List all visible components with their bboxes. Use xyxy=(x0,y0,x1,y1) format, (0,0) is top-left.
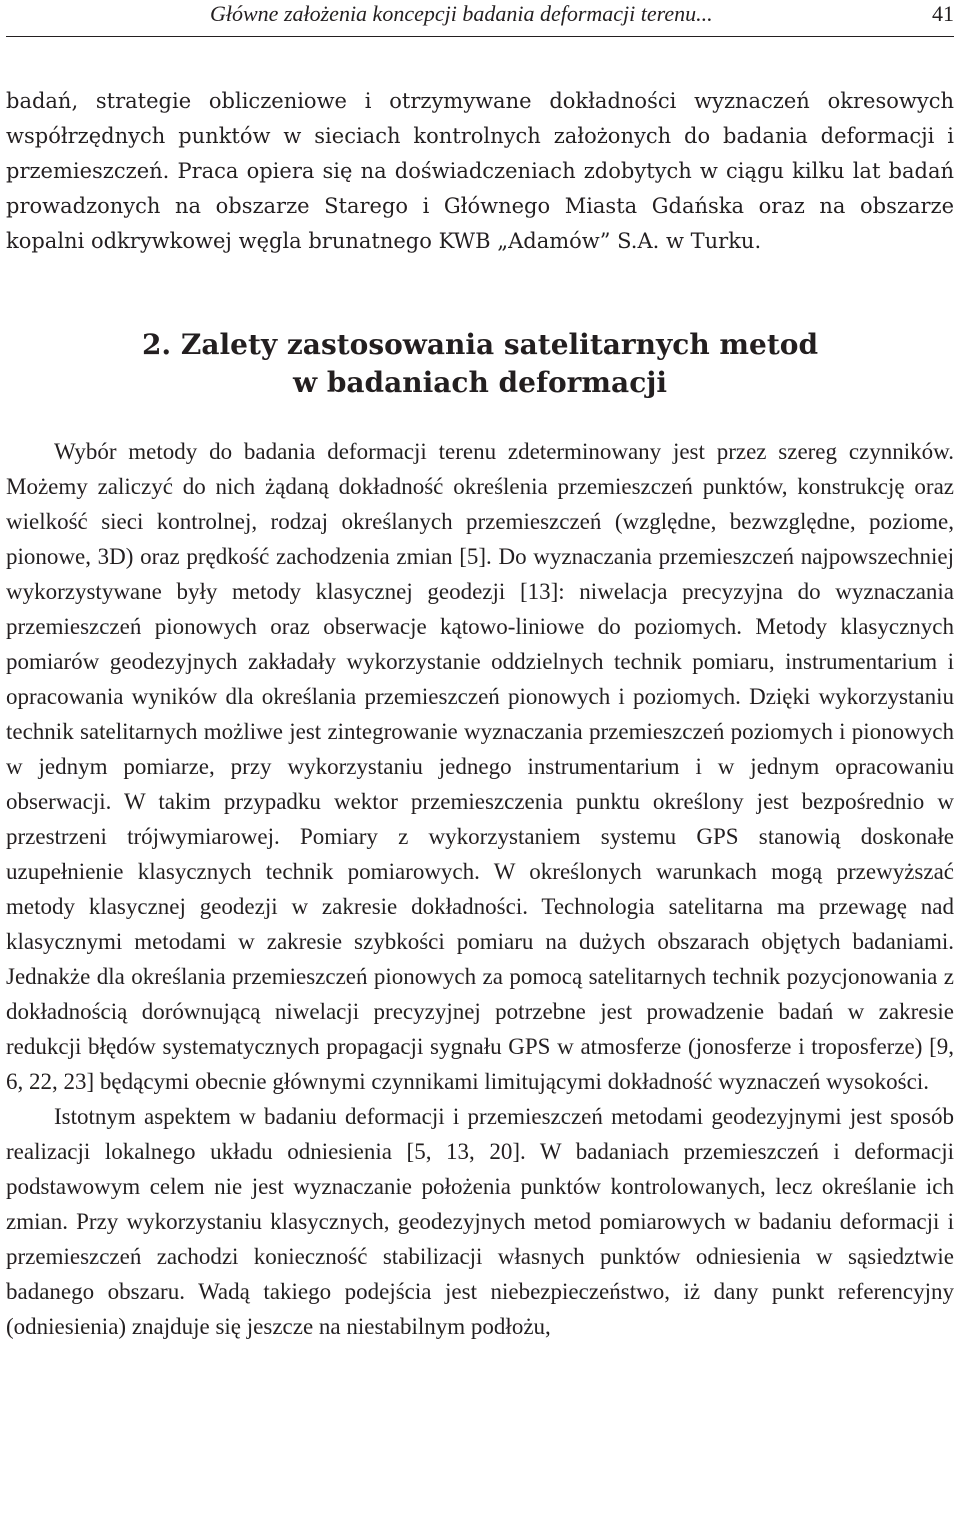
section-heading-line-2: w badaniach deformacji xyxy=(292,366,668,399)
intro-paragraph: badań, strategie obliczeniowe i otrzymywane dokładności wyznaczeń okresowych współrzędnych punktów w sieciach kontrolnych założonych do badania deformacji i przemieszczeń. Praca opiera się na doświadczeniach zdobytych w ciągu kilku lat badań prowadzonych na obszarze Starego i Głównego Miasta Gdańska oraz na obszarze kopalni odkrywkowej węgla brunatnego KWB „Adamów” S.A. w Turku. xyxy=(6,89,954,253)
running-title: Główne założenia koncepcji badania deformacji terenu... xyxy=(210,1,713,26)
section-body xyxy=(6,434,954,1344)
document-page xyxy=(6,0,954,1523)
section-heading xyxy=(6,326,954,402)
page-number: 41 xyxy=(932,1,954,26)
running-header xyxy=(6,0,954,37)
body-paragraph-2: Istotnym aspektem w badaniu deformacji i przemieszczeń metodami geodezyjnymi jest sposób realizacji lokalnego układu odniesienia [5, 13, 20]. W badaniach przemieszczeń i deformacji podstawowym celem nie jest wyznaczanie położenia punktów kontrolowanych, lecz określanie ich zmian. Przy wykorzystaniu klasycznych, geodezyjnych metod pomiarowych w badaniu deformacji i przemieszczeń zachodzi konieczność stabilizacji własnych punktów odniesienia w sąsiedztwie badanego obszaru. Wadą takiego podejścia jest niebezpieczeństwo, iż dany punkt referencyjny (odniesienia) znajduje się jeszcze na niestabilnym podłożu, xyxy=(6,1104,954,1339)
section-heading-line-1: 2. Zalety zastosowania satelitarnych metod xyxy=(141,328,819,361)
body-paragraph-1: Wybór metody do badania deformacji terenu zdeterminowany jest przez szereg czynników. Możemy zaliczyć do nich żądaną dokładność określenia przemieszczeń punktów, konstrukcję oraz wielkość sieci kontrolnej, rodzaj określanych przemieszczeń (względne, bezwzględne, poziome, pionowe, 3D) oraz prędkość zachodzenia zmian [5]. Do wyznaczania przemieszczeń najpowszechniej wykorzystywane były metody klasycznej geodezji [13]: niwelacja precyzyjna do wyznaczania przemieszczeń pionowych oraz obserwacje kątowo-liniowe do poziomych. Metody klasycznych pomiarów geodezyjnych zakładały wykorzystanie oddzielnych technik pomiaru, instrumentarium i opracowania wyników dla określania przemieszczeń pionowych i poziomych. Dzięki wykorzystaniu technik satelitarnych możliwe jest zintegrowanie wyznaczania przemieszczeń poziomych i pionowych w jednym pomiarze, przy wykorzystaniu jednego instrumentarium i w jednym opracowaniu obserwacji. W takim przypadku wektor przemieszczenia punktu określony jest bezpośrednio w przestrzeni trójwymiarowej. Pomiary z wykorzystaniem systemu GPS stanowią doskonałe uzupełnienie klasycznych technik pomiarowych. W określonych warunkach mogą przewyższać metody klasycznej geodezji w zakresie dokładności. Technologia satelitarna ma przewagę nad klasycznymi metodami w zakresie szybkości pomiaru na dużych obszarach objętych badaniami. Jednakże dla określania przemieszczeń pionowych za pomocą satelitarnych technik pozycjonowania z dokładnością dorównującą niwelacji precyzyjnej potrzebne jest prowadzenie badań w zakresie redukcji błędów systematycznych propagacji sygnału GPS w atmosferze (jonosferze i troposferze) [9, 6, 22, 23] będącymi obecnie głównymi czynnikami limitującymi dokładność wyznaczeń wysokości. xyxy=(6,439,954,1094)
